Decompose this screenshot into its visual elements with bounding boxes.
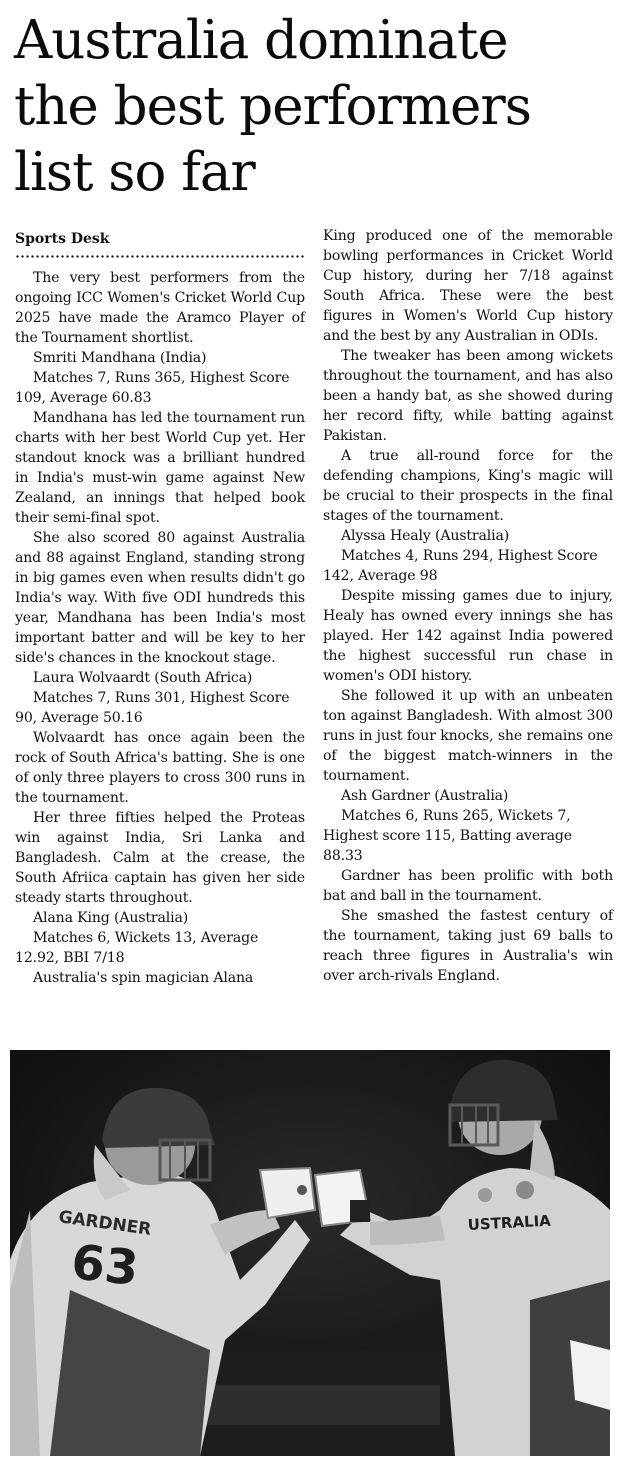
player-stats: Matches 6, Runs 265, Wickets 7, Highest score 115, Batting average 88.33 — [323, 808, 572, 864]
paragraph: King produced one of the memorable bowling performances in Cricket World Cup history, during her 7/18 against South Africa. These were the best figures in Women's World Cup history and the best by any Australian in ODIs. — [323, 228, 613, 344]
player-heading: Alyssa Healy (Australia) — [341, 528, 510, 544]
paragraph: A true all-round force for the defending champions, King's magic will be crucial to their prospects in the final stages of the tournament. — [323, 448, 613, 524]
article-column-right — [323, 226, 613, 986]
paragraph: She followed it up with an unbeaten ton against Bangladesh. With almost 300 runs in just four knocks, she remains one of the biggest match-winners in the tournament. — [323, 688, 613, 784]
badge-icon — [516, 1181, 534, 1199]
paragraph: The very best performers from the ongoing ICC Women's Cricket World Cup 2025 have made the Aramco Player of the Tournament shortlist. — [15, 270, 305, 346]
byline: Sports Desk — [15, 231, 110, 247]
player-stats: Matches 7, Runs 301, Highest Score 90, Average 50.16 — [15, 690, 290, 726]
logo-icon — [478, 1188, 492, 1202]
player-heading: Ash Gardner (Australia) — [341, 788, 509, 804]
player-stats: Matches 6, Wickets 13, Average 12.92, BBI 7/18 — [15, 930, 259, 966]
player-stats: Matches 4, Runs 294, Highest Score 142, Average 98 — [323, 548, 598, 584]
player-stats: Matches 7, Runs 365, Highest Score 109, Average 60.83 — [15, 370, 290, 406]
players-fist-bump-illustration — [10, 1050, 610, 1456]
shirt-text: USTRALIA — [467, 1211, 552, 1234]
headline-line-3: list so far — [14, 142, 255, 203]
headline — [14, 8, 614, 206]
paragraph: She also scored 80 against Australia and 88 against England, standing strong in big games even when results didn't go India's way. With five ODI hundreds this year, Mandhana has been India's most important batter and will be key to her side's chances in the knockout stage. — [15, 530, 305, 666]
jersey-name: GARDNER — [57, 1207, 153, 1240]
player-heading: Laura Wolvaardt (South Africa) — [33, 670, 253, 686]
headline-line-1: Australia dominate — [14, 10, 508, 71]
jersey-number: 63 — [68, 1234, 142, 1297]
headline-line-2: the best performers — [14, 76, 531, 137]
news-photo — [10, 1050, 610, 1456]
paragraph: She smashed the fastest century of the tournament, taking just 69 balls to reach three figures in Australia's win over arch-rivals England. — [323, 908, 613, 984]
article-column-left — [15, 226, 305, 988]
paragraph: Her three fifties helped the Proteas win against India, Sri Lanka and Bangladesh. Calm at the crease, the South Afriica captain has given her side steady starts throughout. — [15, 810, 305, 906]
dotted-divider — [15, 252, 305, 260]
paragraph: Australia's spin magician Alana — [33, 970, 254, 986]
player-heading: Smriti Mandhana (India) — [33, 350, 207, 366]
paragraph: Mandhana has led the tournament run charts with her best World Cup yet. Her standout knock was a brilliant hundred in India's must-win game against New Zealand, an innings that helped book their semi-final spot. — [15, 410, 305, 526]
paragraph: Gardner has been prolific with both bat and ball in the tournament. — [323, 868, 613, 904]
paragraph: Despite missing games due to injury, Healy has owned every innings she has played. Her 142 against India powered the highest successful run chase in women's ODI history. — [323, 588, 613, 684]
paragraph: The tweaker has been among wickets throughout the tournament, and has also been a handy bat, as she showed during her record fifty, while batting against Pakistan. — [323, 348, 613, 444]
paragraph: Wolvaardt has once again been the rock of South Africa's batting. She is one of only three players to cross 300 runs in the tournament. — [15, 730, 305, 806]
player-heading: Alana King (Australia) — [33, 910, 189, 926]
